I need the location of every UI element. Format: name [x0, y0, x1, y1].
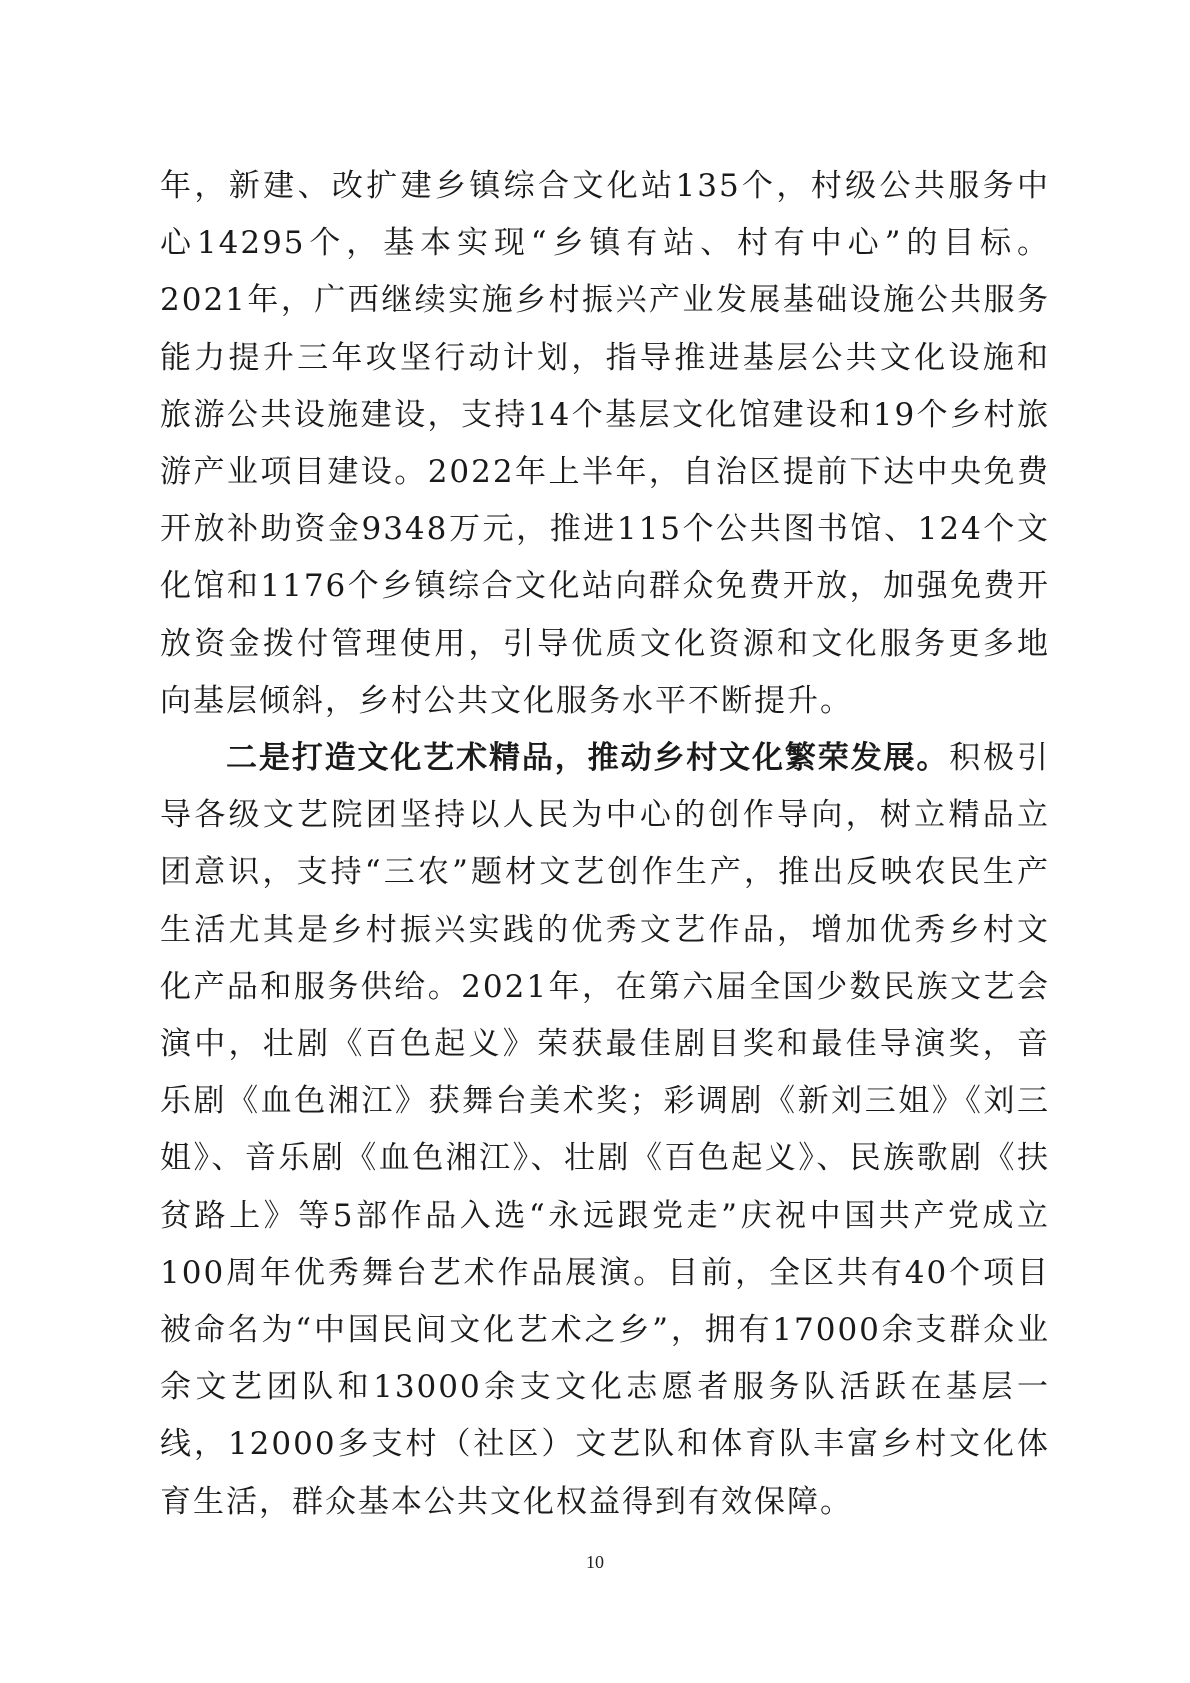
paragraph-culture-art — [160, 730, 1050, 1531]
page-number: 10 — [586, 1552, 604, 1572]
body-text — [160, 158, 1050, 1531]
paragraph-continued — [160, 158, 1050, 730]
paragraph-text: 年，新建、改扩建乡镇综合文化站135个，村级公共服务中心14295个，基本实现“乡镇有站、村有中心”的目标。2021年，广西继续实施乡村振兴产业发展基础设施公共服务能力提升三年攻坚行动计划，指导推进基层公共文化设施和旅游公共设施建设，支持14个基层文化馆建设和19个乡村旅游产业项目建设。2022年上半年，自治区提前下达中央免费开放补助资金9348万元，推进115个公共图书馆、124个文化馆和1176个乡镇综合文化站向群众免费开放，加强免费开放资金拨付管理使用，引导优质文化资源和文化服务更多地向基层倾斜，乡村公共文化服务水平不断提升。 — [160, 168, 1050, 719]
paragraph-text: 积极引导各级文艺院团坚持以人民为中心的创作导向，树立精品立团意识，支持“三农”题材文艺创作生产，推出反映农民生产生活尤其是乡村振兴实践的优秀文艺作品，增加优秀乡村文化产品和服务供给。2021年，在第六届全国少数民族文艺会演中，壮剧《百色起义》荣获最佳剧目奖和最佳导演奖，音乐剧《血色湘江》获舞台美术奖；彩调剧《新刘三姐》《刘三姐》、音乐剧《血色湘江》、壮剧《百色起义》、民族歌剧《扶贫路上》等5部作品入选“永远跟党走”庆祝中国共产党成立100周年优秀舞台艺术作品展演。目前，全区共有40个项目被命名为“中国民间文化艺术之乡”，拥有17000余支群众业余文艺团队和13000余支文化志愿者服务队活跃在基层一线，12000多支村（社区）文艺队和体育队丰富乡村文化体育生活，群众基本公共文化权益得到有效保障。 — [160, 740, 1050, 1520]
paragraph-lead-heading: 二是打造文化艺术精品，推动乡村文化繁荣发展。 — [226, 740, 950, 777]
